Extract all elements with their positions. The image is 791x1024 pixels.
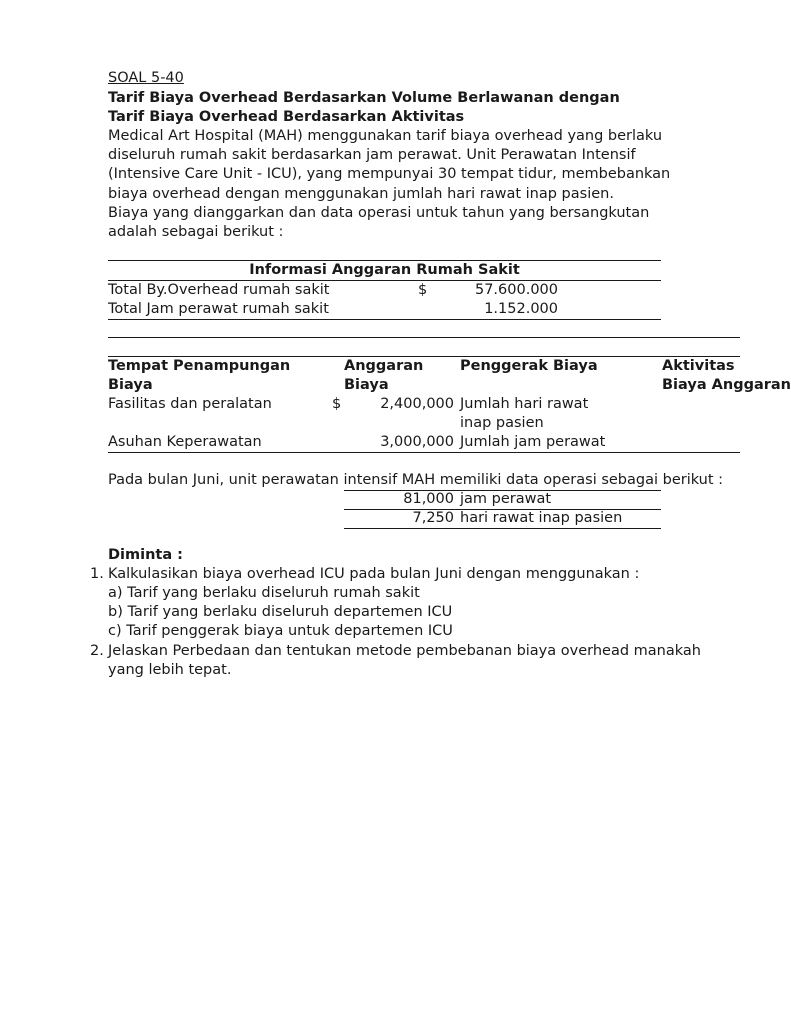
table2-header-budget: Anggaran: [344, 358, 424, 374]
task-2-text: Jelaskan Perbedaan dan tentukan metode pembebanan biaya overhead manakah: [108, 643, 701, 659]
task-1b: b) Tarif yang berlaku diseluruh departemen ICU: [108, 604, 453, 620]
title-line-2: Tarif Biaya Overhead Berdasarkan Aktivitas: [108, 109, 465, 125]
table2-row-amount: 3,000,000: [380, 434, 454, 450]
table2-row-pool: Asuhan Keperawatan: [108, 434, 262, 450]
june-row-unit: jam perawat: [460, 491, 552, 507]
table2-top-rule: [108, 337, 740, 338]
title-line-1: Tarif Biaya Overhead Berdasarkan Volume Berlawanan dengan: [108, 90, 620, 106]
june-row-value: 81,000: [403, 491, 454, 507]
intro-line-2: diseluruh rumah sakit berdasarkan jam perawat. Unit Perawatan Intensif: [108, 147, 636, 163]
table2-header-driver: Penggerak Biaya: [460, 358, 598, 374]
task-2-number: 2.: [90, 643, 104, 659]
task-2-text-2: yang lebih tepat.: [108, 662, 232, 678]
problem-number: SOAL 5-40: [108, 70, 184, 86]
table2-row-currency: $: [332, 396, 342, 412]
task-1-number: 1.: [90, 566, 104, 582]
table2-header-pool: Tempat Penampungan: [108, 358, 291, 374]
table1-row-label: Total By.Overhead rumah sakit: [108, 282, 330, 298]
intro-line-3: (Intensive Care Unit - ICU), yang mempunyai 30 tempat tidur, membebankan: [108, 166, 671, 182]
june-text: Pada bulan Juni, unit perawatan intensif MAH memiliki data operasi sebagai berikut :: [108, 472, 724, 488]
june-row-value: 7,250: [412, 510, 454, 526]
intro-line-6: adalah sebagai berikut :: [108, 224, 284, 240]
table2-row-pool: Fasilitas dan peralatan: [108, 396, 272, 412]
table2-row-driver: Jumlah jam perawat: [460, 434, 606, 450]
intro-line-1: Medical Art Hospital (MAH) menggunakan tarif biaya overhead yang berlaku: [108, 128, 663, 144]
task-1a: a) Tarif yang berlaku diseluruh rumah sakit: [108, 585, 420, 601]
table2-row-amount: 2,400,000: [380, 396, 454, 412]
task-1-text: Kalkulasikan biaya overhead ICU pada bulan Juni dengan menggunakan :: [108, 566, 640, 582]
intro-line-5: Biaya yang dianggarkan dan data operasi untuk tahun yang bersangkutan: [108, 205, 650, 221]
intro-line-4: biaya overhead dengan menggunakan jumlah hari rawat inap pasien.: [108, 186, 614, 202]
table1-row-value: 1.152.000: [484, 301, 558, 317]
table1-row-currency: $: [418, 282, 428, 298]
table1-row-value: 57.600.000: [474, 282, 558, 298]
task-1c: c) Tarif penggerak biaya untuk departemen ICU: [108, 623, 453, 639]
table2-header-budget-2: Biaya: [344, 377, 389, 393]
table2-row-driver-2: inap pasien: [460, 415, 544, 431]
table2-header-activity-2: Biaya Anggaran: [662, 377, 791, 393]
table1-title: Informasi Anggaran Rumah Sakit: [249, 262, 520, 278]
table2-header-pool-2: Biaya: [108, 377, 153, 393]
tasks-heading: Diminta :: [108, 547, 183, 563]
table2-row-driver: Jumlah hari rawat: [460, 396, 589, 412]
june-bottom-rule: [344, 528, 661, 529]
table1-row-label: Total Jam perawat rumah sakit: [108, 301, 329, 317]
june-row-unit: hari rawat inap pasien: [460, 510, 623, 526]
table2-bottom-rule: [108, 452, 740, 453]
table1-bottom-rule: [108, 319, 661, 320]
table2-header-activity: Aktivitas: [662, 358, 735, 374]
